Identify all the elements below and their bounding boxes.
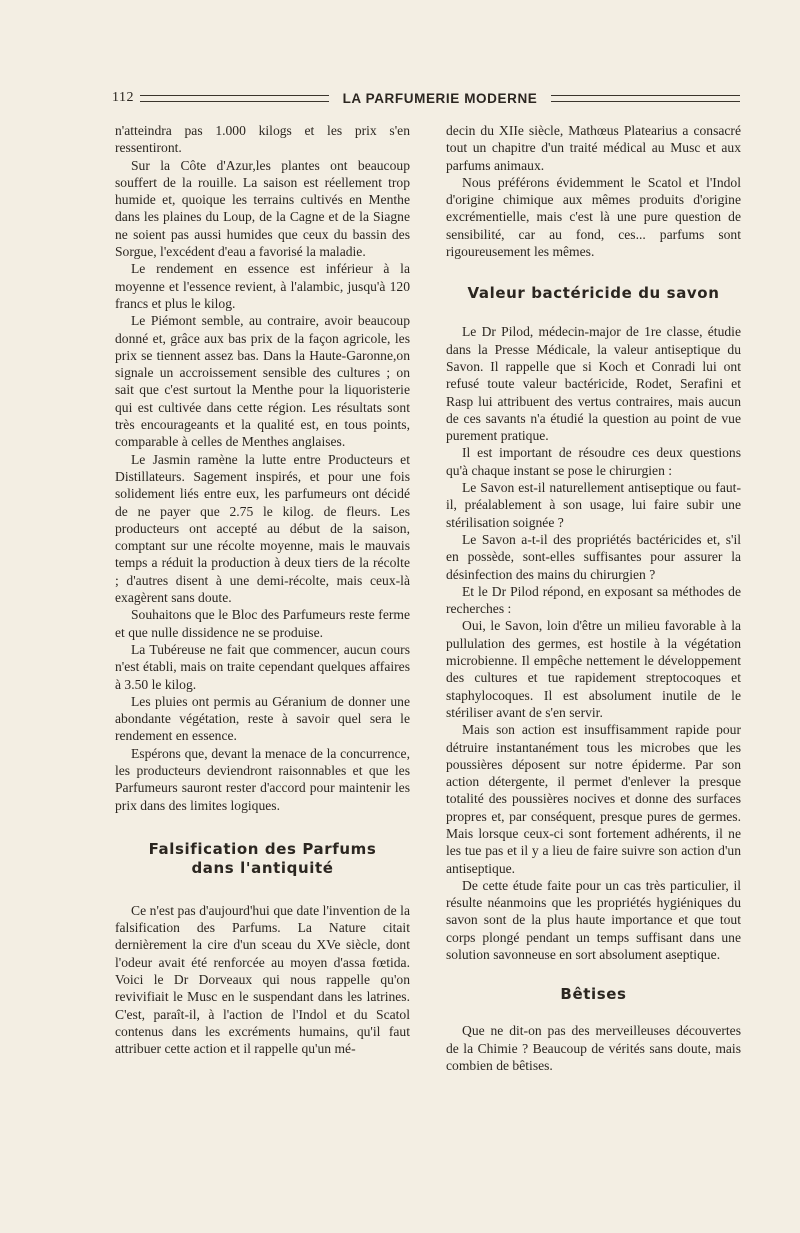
paragraph: Et le Dr Pilod répond, en exposant sa méthodes de recherches : xyxy=(446,583,741,617)
paragraph: De cette étude faite pour un cas très particulier, il résulte néanmoins que les propriétés hygiéniques du savon sont de la plus haute importance et que tout corps plongé pendant un temps suffisant dans une solution savonneuse en sort absolument aseptique. xyxy=(446,877,741,963)
section-title-line: Falsification des Parfums xyxy=(148,839,377,858)
header-rule-right xyxy=(551,95,740,102)
paragraph: Les pluies ont permis au Géranium de donner une abondante végétation, reste à savoir quel sera le rendement en essence. xyxy=(115,693,410,744)
running-title: LA PARFUMERIE MODERNE xyxy=(342,90,538,106)
paragraph: Nous préférons évidemment le Scatol et l'Indol d'origine chimique aux mêmes produits d'origine excrémentielle, mais c'est là une pure question de sensibilité, car au fond, ces... parfums sont rigoureusement les mêmes. xyxy=(446,174,741,260)
paragraph: Sur la Côte d'Azur,les plantes ont beaucoup souffert de la rouille. La saison est réellement trop humide et, quoique les terrains cultivés en Menthe dans les plaines du Loup, de la Cagne et de la Siagne ne soient pas aussi humides que ceux du bassin des Sorgue, l'excédent d'eau a favorisé la maladie. xyxy=(115,157,410,260)
paragraph: n'atteindra pas 1.000 kilogs et les prix s'en ressentiront. xyxy=(115,123,410,156)
right-column xyxy=(446,122,741,1074)
paragraph: Le Piémont semble, au contraire, avoir beaucoup donné et, grâce aux bas prix de la façon agricole, les prix se tiennent assez bas. Dans la Haute-Garonne,on signale un accroissement sensible des cultures ; on sait que c'est surtout la Menthe pour la liquoristerie qui est cultivée dans cette région. Les résultats sont très encourageants et la qualité est, en tous points, comparable à celles de Menthes anglaises. xyxy=(115,313,410,450)
section-title-valeur: Valeur bactéricide du savon xyxy=(467,284,720,303)
page-header xyxy=(112,88,740,108)
paragraph: Souhaitons que le Bloc des Parfumeurs reste ferme et que nulle dissidence ne se produise. xyxy=(115,607,410,640)
paragraph: decin du XIIe siècle, Mathœus Platearius a consacré tout un chapitre d'un traité médical au Musc et aux parfums animaux. xyxy=(446,123,741,173)
section-title-betises: Bêtises xyxy=(560,985,627,1004)
paragraph: Le Savon est-il naturellement antiseptique ou faut-il, préalablement à son usage, lui faire subir une stérilisation soignée ? xyxy=(446,480,741,530)
paragraph: La Tubéreuse ne fait que commencer, aucun cours n'est établi, mais on traite cependant quelques affaires à 3.50 le kilog. xyxy=(115,641,410,692)
paragraph: Le Jasmin ramène la lutte entre Producteurs et Distillateurs. Sagement inspirés, et pour une fois solidement liés entre eux, les parfumeurs ont décidé de ne payer que 2.75 le kilog. de fleurs. Les producteurs ont accepté au début de la saison, comptant sur une récolte moyenne, mais le mauvais temps a réduit la production à deux tiers de la récolte ; d'autres disent à une demi-récolte, mais ceux-là exagèrent sans doute. xyxy=(115,451,410,606)
paragraph: Il est important de résoudre ces deux questions qu'à chaque instant se pose le chirurgien : xyxy=(446,445,741,478)
paragraph: Le Dr Pilod, médecin-major de 1re classe, étudie dans la Presse Médicale, la valeur antiseptique du Savon. Il rappelle que si Koch et Conradi lui ont refusé toute valeur bactéricide, Rodet, Serafini et Rasp lui attribuent des vertus contraires, mais aucun de ces savants n'a étudié la question au point de vue purement pratique. xyxy=(446,324,741,444)
page-number: 112 xyxy=(112,90,134,105)
paragraph: Mais son action est insuffisamment rapide pour détruire instantanément tous les microbes que les poussières déposent sur notre épiderme. Par son action détergente, il permet d'enlever la presque totalité des poussières nocives et donne des surfaces propres et, par conséquent, presque pures de germes. Mais lorsque ceux-ci sont fortement adhérents, il ne les tue pas et il y a lieu de faire suivre son action d'un antiseptique. xyxy=(446,722,741,876)
left-column xyxy=(115,122,410,1058)
section-title-falsification xyxy=(115,840,410,878)
paragraph: Ce n'est pas d'aujourd'hui que date l'invention de la falsification des Parfums. La Nature citait dernièrement la cire d'un sceau du XVe siècle, dont l'odeur avait été renforcée au moyen d'assa fœtida. Voici le Dr Dorveaux qui nous rappelle qu'on revivifiait le Musc en le suspendant dans les latrines. C'est, paraît-il, à l'action de l'Indol et du Scatol contenus dans les excréments humains, qu'il faut attribuer cette action et il rappelle qu'un mé- xyxy=(115,902,410,1057)
paragraph: Le Savon a-t-il des propriétés bactéricides et, s'il en possède, sont-elles suffisantes pour assurer la désinfection des mains du chirurgien ? xyxy=(446,531,741,582)
paragraph: Le rendement en essence est inférieur à la moyenne et l'essence revient, à l'alambic, jusqu'à 120 francs et plus le kilog. xyxy=(115,261,410,311)
section-title-line: dans l'antiquité xyxy=(191,858,334,877)
paragraph: Espérons que, devant la menace de la concurrence, les producteurs deviendront raisonnables et que les Parfumeurs sauront rester d'accord pour maintenir les prix dans des limites logiques. xyxy=(115,745,410,813)
paragraph: Que ne dit-on pas des merveilleuses découvertes de la Chimie ? Beaucoup de vérités sans doute, mais combien de bêtises. xyxy=(446,1023,741,1073)
paragraph: Oui, le Savon, loin d'être un milieu favorable à la pullulation des germes, est hostile à la végétation microbienne. Il empêche nettement le développement des cultures et tue rapidement streptocoques et staphylocoques. Il est absolument inutile de le stériliser avant de s'en servir. xyxy=(446,618,741,720)
header-rule-left xyxy=(140,95,329,102)
